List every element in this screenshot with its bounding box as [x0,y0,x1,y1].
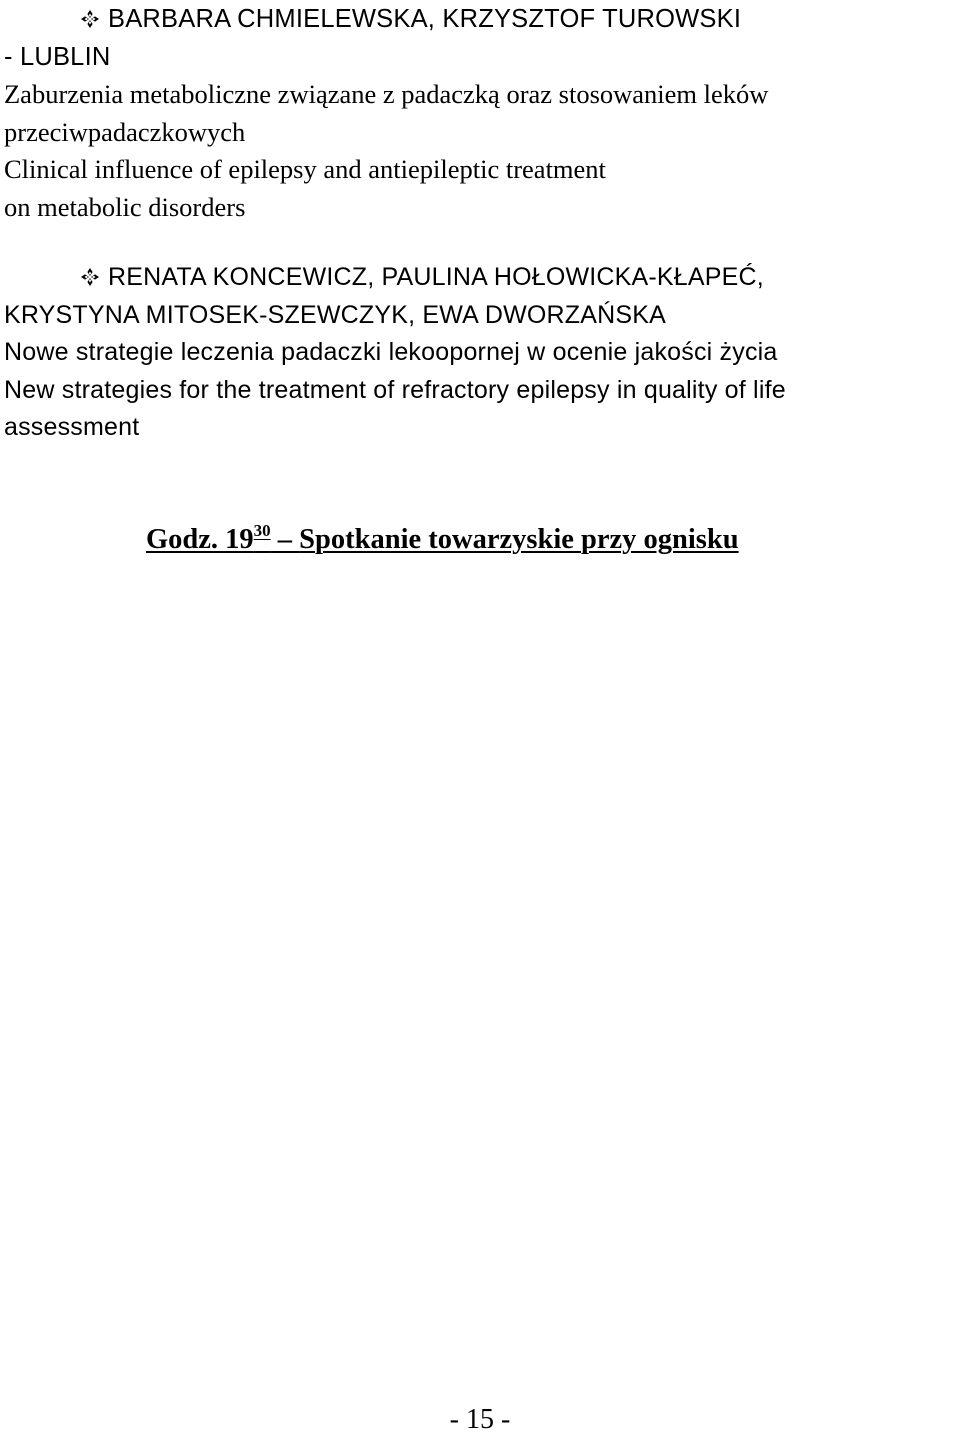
entry-2-title-en-line-1: New strategies for the treatment of refractory epilepsy in quality of life [4,375,786,404]
entry-2-title-pl-line-1: Nowe strategie leczenia padaczki lekoopornej w ocenie jakości życia [4,338,778,366]
diamond-bullet-icon [80,9,100,29]
event-time-superscript: 30 [253,521,271,540]
event-title: Spotkanie towarzyskie przy ognisku [299,524,739,555]
entry-2-authors [4,258,956,297]
entry-1-title-pl-line-1: Zaburzenia metaboliczne związane z padaczką oraz stosowaniem leków [4,79,769,109]
entry-1-title-en-line-1: Clinical influence of epilepsy and antiepileptic treatment [4,154,606,184]
entry-2-title-en-line-2: assessment [4,413,140,441]
event-time-prefix: Godz. 19 [146,524,254,555]
program-entry-1 [4,0,956,226]
entry-1-authors-line-1: BARBARA CHMIELEWSKA, KRZYSZTOF TUROWSKI [108,5,742,33]
entry-1-title-en-line-2: on metabolic disorders [4,191,246,222]
event-announcement [0,520,960,560]
entry-2-authors-line-1: RENATA KONCEWICZ, PAULINA HOŁOWICKA-KŁAPEĆ, [108,263,764,291]
entry-1-authors [4,0,956,39]
diamond-bullet-icon [80,267,100,287]
entry-1-title-pl-line-2: przeciwpadaczkowych [4,116,246,147]
page-number: - 15 - [449,1404,511,1435]
program-entry-2 [4,258,956,447]
event-separator: – [270,524,300,555]
entry-2-authors-line-2: KRYSTYNA MITOSEK-SZEWCZYK, EWA DWORZAŃSKA [4,300,666,329]
entry-1-authors-line-2: - LUBLIN [4,42,111,71]
